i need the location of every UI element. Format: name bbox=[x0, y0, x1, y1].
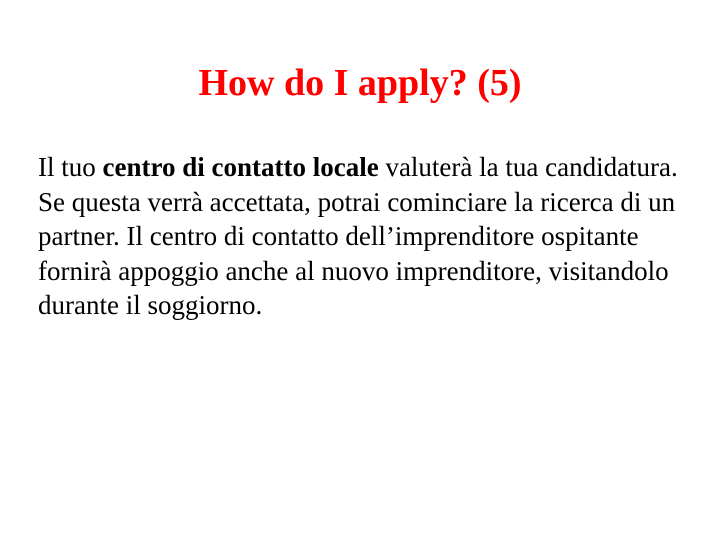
body-text-rest: valuterà la tua candidatura. Se questa verrà accettata, potrai cominciare la ricerca di un partner. Il centro di contatto dell’imprenditore ospitante fornirà appoggio anche al nuovo imprenditore, visitandolo durante il soggiorno. bbox=[38, 152, 678, 320]
slide-body-paragraph bbox=[38, 150, 698, 323]
body-text-intro: Il tuo bbox=[38, 152, 103, 182]
body-text-emphasis: centro di contatto locale bbox=[102, 152, 379, 182]
slide-title: How do I apply? (5) bbox=[198, 62, 522, 104]
